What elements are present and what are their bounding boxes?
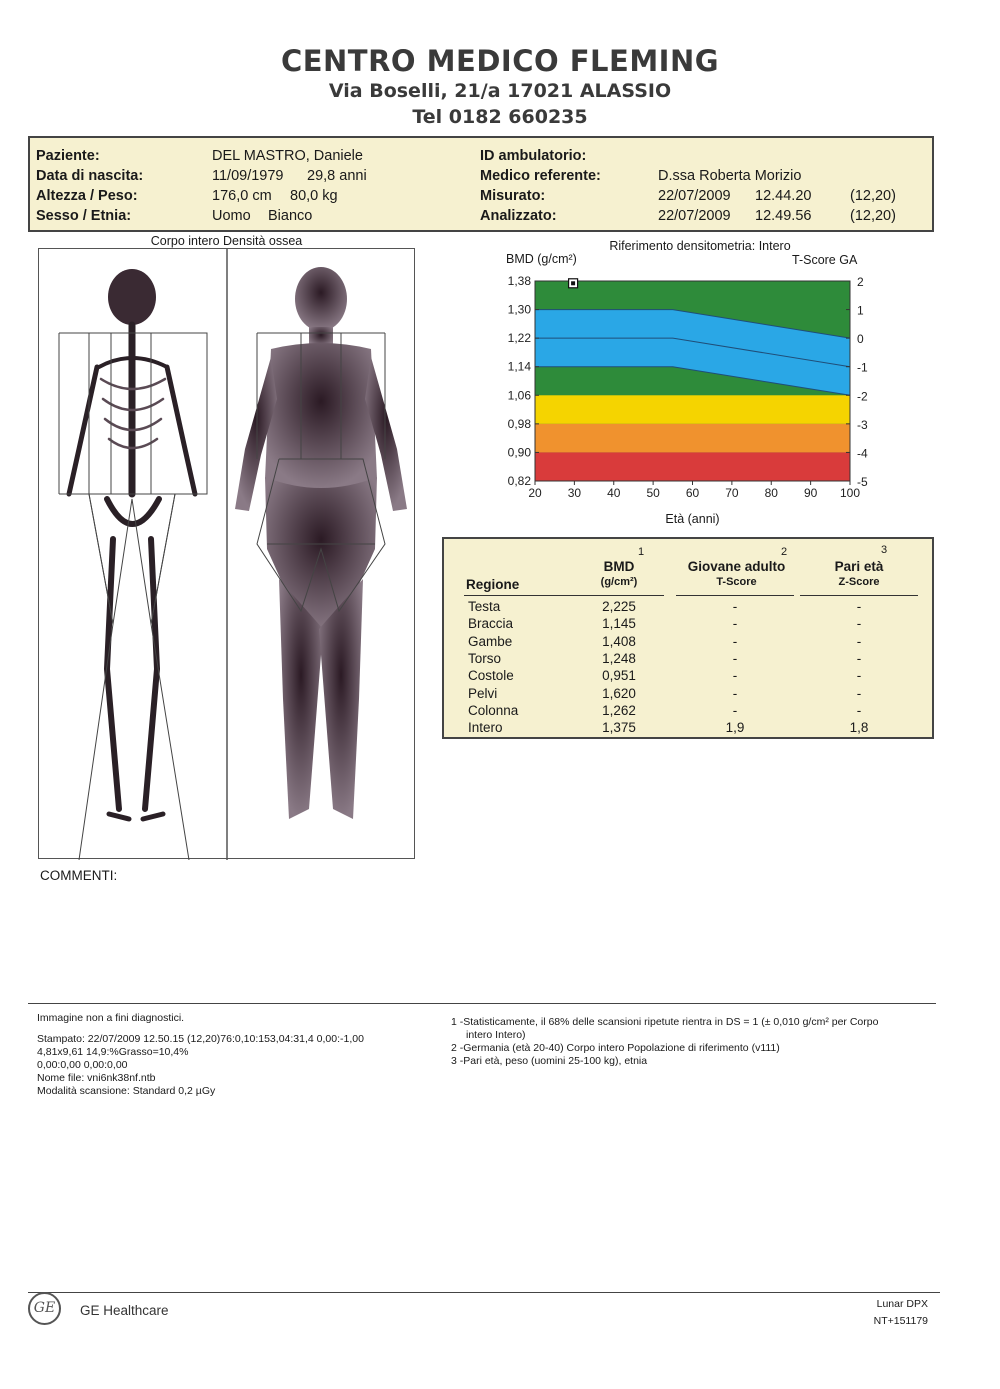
row-region: Intero	[468, 720, 503, 736]
bmd-header: BMD	[603, 559, 635, 574]
chart-y2-tick: 2	[857, 275, 864, 289]
row-z-score: -	[856, 702, 862, 718]
ethnicity-value: Bianco	[268, 208, 313, 224]
row-bmd: 1,248	[602, 650, 636, 666]
chart-y2-tick: -2	[857, 389, 868, 404]
analyzed-time: 12.49.56	[755, 208, 812, 224]
col-num-peer: 3	[881, 544, 888, 556]
row-region: Braccia	[468, 616, 514, 632]
chart-y-tick: 1,06	[507, 388, 531, 403]
footer-divider	[28, 1003, 936, 1004]
clinic-phone: Tel 0182 660235	[412, 106, 588, 128]
reference-chart	[490, 268, 890, 518]
row-t-score: -	[732, 702, 738, 718]
patient-name: DEL MASTRO, Daniele	[212, 148, 363, 164]
device-name: Lunar DPX	[876, 1298, 928, 1310]
body-scan-image	[38, 248, 415, 859]
chart-x-tick: 70	[725, 486, 739, 500]
row-z-score: -	[856, 668, 862, 684]
footnote-1: 1 -Statisticamente, il 68% delle scansioni ripetute rientra in DS = 1 (± 0,010 g/cm² per Corpo	[451, 1016, 879, 1028]
clinic-name: CENTRO MEDICO FLEMING	[280, 44, 720, 78]
row-z-score: -	[856, 633, 862, 649]
row-t-score: -	[732, 685, 738, 701]
analyzed-label: Analizzato:	[480, 208, 557, 224]
row-t-score: -	[732, 616, 738, 632]
region-header: Regione	[466, 577, 520, 592]
ge-logo-icon: GE	[28, 1292, 61, 1325]
row-region: Pelvi	[468, 685, 498, 701]
col-num-bmd: 1	[638, 546, 645, 558]
row-region: Torso	[468, 650, 502, 666]
chart-y-tick: 1,30	[507, 302, 531, 317]
brand-divider	[28, 1292, 940, 1293]
patient-label: Paziente:	[36, 148, 100, 164]
scan-image-title: Corpo intero Densità ossea	[150, 234, 303, 248]
peer-age-header: Pari età	[834, 559, 884, 574]
chart-x-label: Età (anni)	[665, 512, 720, 526]
brand-name: GE Healthcare	[80, 1303, 169, 1318]
young-adult-header: Giovane adulto	[687, 559, 786, 574]
height-value: 176,0 cm	[212, 188, 272, 204]
device-serial: NT+151179	[873, 1315, 928, 1327]
row-t-score: -	[732, 668, 738, 684]
row-region: Gambe	[468, 633, 513, 649]
chart-y2-tick: -5	[857, 475, 868, 489]
row-region: Testa	[468, 599, 501, 614]
file-name: Nome file: vni6nk38nf.ntb	[37, 1072, 156, 1084]
referring-doctor: D.ssa Roberta Morizio	[658, 168, 802, 184]
row-bmd: 1,620	[602, 685, 636, 701]
row-z-score: -	[856, 616, 862, 632]
z-score-header: Z-Score	[838, 576, 880, 588]
chart-y-label: BMD (g/cm²)	[506, 252, 577, 266]
row-z-score: -	[856, 599, 862, 614]
measured-version: (12,20)	[850, 188, 896, 204]
chart-zone-yellow	[535, 395, 850, 424]
row-t-score: -	[732, 650, 738, 666]
footnote-2: 2 -Germania (età 20-40) Corpo intero Popolazione di riferimento (v111)	[451, 1042, 780, 1054]
row-bmd: 1,145	[602, 616, 636, 632]
row-z-score: -	[856, 685, 862, 701]
chart-y-tick: 0,98	[507, 416, 531, 431]
row-region: Colonna	[468, 702, 519, 718]
results-table	[442, 537, 934, 739]
dob-value: 11/09/1979	[212, 168, 284, 184]
sex-value: Uomo	[212, 208, 251, 224]
chart-y-tick: 1,38	[507, 274, 531, 288]
patient-info-box	[28, 136, 934, 232]
measured-date: 22/07/2009	[658, 188, 731, 204]
chart-y-tick: 1,14	[507, 359, 531, 374]
chart-y-tick: 0,82	[507, 474, 531, 488]
row-bmd: 1,408	[602, 633, 636, 649]
print-info-line3: 0,00:0,00 0,00:0,00	[37, 1059, 128, 1071]
comments-label: COMMENTI:	[40, 868, 118, 883]
row-bmd: 0,951	[602, 668, 636, 684]
chart-y2-tick: -1	[857, 360, 868, 375]
chart-x-tick: 90	[803, 486, 818, 500]
chart-x-tick: 20	[528, 486, 542, 500]
chart-x-tick: 60	[685, 486, 700, 500]
print-info-line1: Stampato: 22/07/2009 12.50.15 (12,20)76:0,10:153,04:31,4 0,00:-1,00	[37, 1033, 364, 1045]
row-bmd: 1,262	[602, 702, 636, 718]
analyzed-date: 22/07/2009	[658, 208, 731, 224]
chart-y2-tick: -4	[857, 446, 868, 461]
chart-x-tick: 80	[764, 486, 778, 500]
measured-time: 12.44.20	[755, 188, 812, 204]
t-score-header: T-Score	[716, 576, 757, 588]
chart-x-tick: 50	[646, 486, 660, 500]
row-t-score: -	[732, 599, 738, 614]
col-num-young: 2	[781, 546, 788, 558]
clinic-address: Via Boselli, 21/a 17021 ALASSIO	[328, 80, 672, 102]
footnote-3: 3 -Pari età, peso (uomini 25-100 kg), etnia	[451, 1055, 648, 1067]
height-weight-label: Altezza / Peso:	[36, 188, 138, 204]
chart-x-tick: 40	[607, 486, 621, 500]
patient-marker-dot	[571, 281, 575, 285]
row-bmd: 2,225	[602, 599, 636, 614]
chart-y2-tick: 1	[857, 303, 864, 318]
bmd-unit: (g/cm²)	[600, 576, 638, 588]
row-t-score: 1,9	[725, 720, 745, 736]
row-z-score: 1,8	[849, 720, 869, 736]
measured-label: Misurato:	[480, 188, 546, 204]
footnote-1-cont: intero Intero)	[466, 1029, 526, 1041]
row-region: Costole	[468, 668, 514, 684]
print-info-line2: 4,81x9,61 14,9:%Grasso=10,4%	[37, 1046, 189, 1058]
scan-mode: Modalità scansione: Standard 0,2 µGy	[37, 1085, 216, 1097]
chart-title: Riferimento densitometria: Intero	[609, 239, 791, 253]
chart-y2-label: T-Score GA	[792, 253, 858, 267]
not-diagnostic-note: Immagine non a fini diagnostici.	[37, 1012, 185, 1024]
row-z-score: -	[856, 650, 862, 666]
sex-ethnicity-label: Sesso / Etnia:	[36, 208, 132, 224]
age-value: 29,8 anni	[307, 168, 367, 184]
body-scan-figures	[39, 249, 416, 860]
referring-doctor-label: Medico referente:	[480, 168, 601, 184]
chart-y2-tick: 0	[857, 332, 864, 347]
row-t-score: -	[732, 633, 738, 649]
chart-y-tick: 0,90	[507, 445, 531, 460]
dob-label: Data di nascita:	[36, 168, 144, 184]
chart-zone-red	[535, 452, 850, 481]
chart-y-tick: 1,22	[507, 331, 531, 346]
clinic-id-label: ID ambulatorio:	[480, 148, 587, 164]
weight-value: 80,0 kg	[290, 188, 338, 204]
chart-y2-tick: -3	[857, 417, 868, 432]
chart-x-tick: 100	[839, 486, 861, 500]
row-bmd: 1,375	[602, 720, 636, 736]
analyzed-version: (12,20)	[850, 208, 896, 224]
chart-x-tick: 30	[567, 486, 582, 500]
chart-zone-orange	[535, 424, 850, 453]
